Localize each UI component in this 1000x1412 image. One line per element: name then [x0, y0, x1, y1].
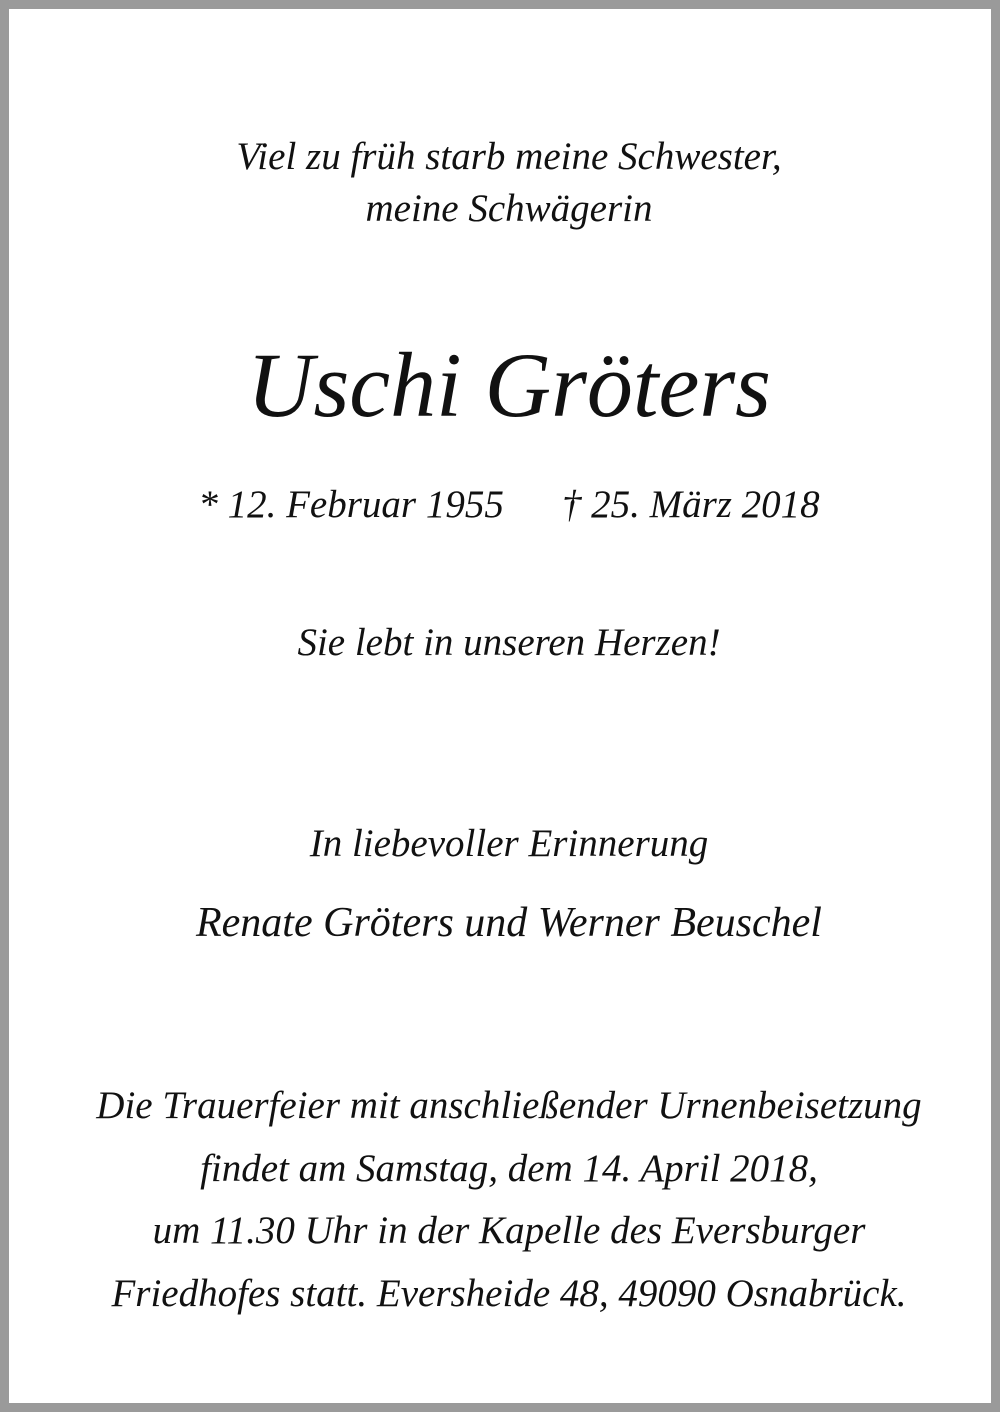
- intro-line-2: meine Schwägerin: [365, 187, 653, 230]
- service-line-4: Friedhofes statt. Eversheide 48, 49090 Osnabrück.: [111, 1272, 907, 1315]
- remembrance-heading: In liebevoller Erinnerung: [309, 822, 709, 865]
- service-line-2: findet am Samstag, dem 14. April 2018,: [200, 1147, 818, 1190]
- service-line-1: Die Trauerfeier mit anschließender Urnenbeisetzung: [96, 1084, 922, 1127]
- death-date: † 25. März 2018: [561, 483, 820, 526]
- service-line-3: um 11.30 Uhr in der Kapelle des Eversburger: [152, 1209, 866, 1252]
- mourners-names: Renate Gröters und Werner Beuschel: [196, 900, 822, 946]
- deceased-name: Uschi Gröters: [247, 334, 771, 436]
- motto: Sie lebt in unseren Herzen!: [297, 621, 721, 664]
- intro-line-1: Viel zu früh starb meine Schwester,: [236, 135, 782, 178]
- birth-date: * 12. Februar 1955: [198, 483, 504, 526]
- life-dates: [9, 485, 1000, 524]
